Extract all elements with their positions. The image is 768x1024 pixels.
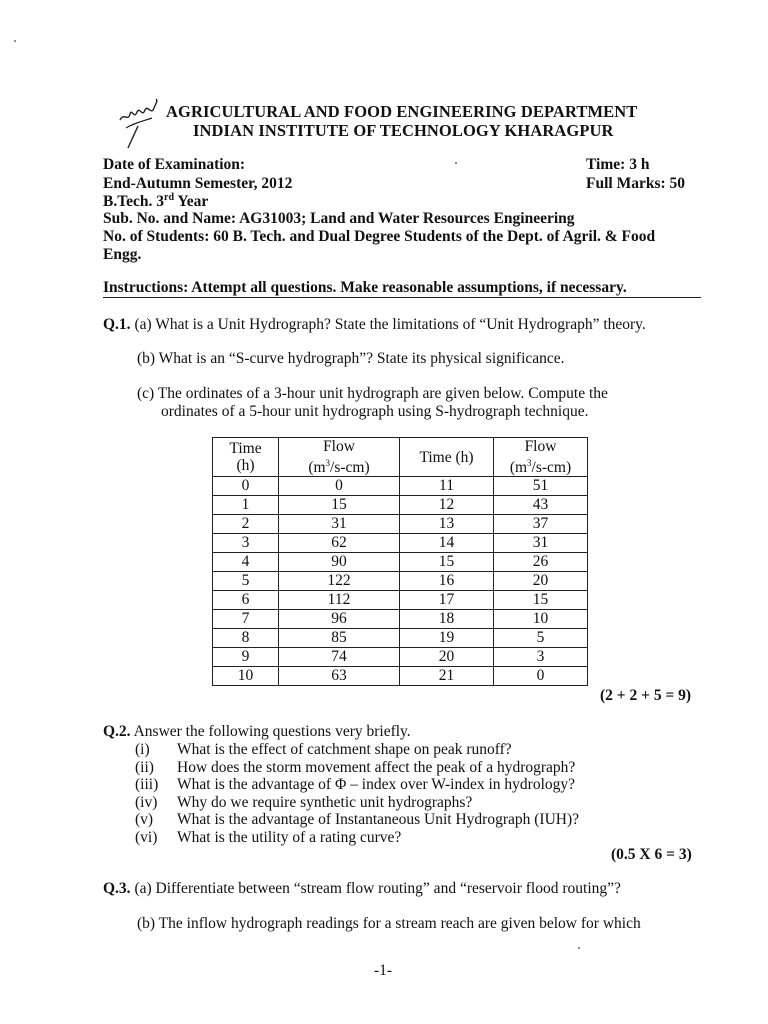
students-line-1: No. of Students: 60 B. Tech. and Dual Degree Students of the Dept. of Agril. & Food <box>103 228 656 245</box>
table-row <box>213 496 588 515</box>
flow-cell: 10 <box>494 610 588 629</box>
q2-item-number: (v) <box>135 811 154 829</box>
time-cell: 18 <box>400 610 494 629</box>
header-flow-2: Flow $(m^3/s-cm)$ <box>494 438 588 477</box>
q2-item-number: (iv) <box>135 793 158 811</box>
header-time-2: Time (h) <box>400 438 494 477</box>
time-cell: 10 <box>213 667 279 686</box>
time-cell: 21 <box>400 667 494 686</box>
q2-label: Q.2. <box>103 723 131 740</box>
time-cell: 12 <box>400 496 494 515</box>
q1-marks: (2 + 2 + 5 = 9) <box>600 687 692 704</box>
time-cell: 6 <box>213 591 279 610</box>
table-row <box>213 515 588 534</box>
flow-cell: 15 <box>494 591 588 610</box>
time-cell: 11 <box>400 477 494 496</box>
q3-a-text: (a) Differentiate between “stream flow routing” and “reservoir flood routing”? <box>134 880 621 897</box>
flow-cell: 31 <box>279 515 400 534</box>
year-superscript: rd <box>164 192 175 203</box>
flow-cell: 15 <box>279 496 400 515</box>
flow-cell: 0 <box>494 667 588 686</box>
signature-mark <box>118 98 164 150</box>
scan-speck <box>578 947 580 949</box>
table-row <box>213 591 588 610</box>
time-cell: 9 <box>213 648 279 667</box>
q2-item-text: What is the utility of a rating curve? <box>177 829 402 846</box>
q2-item-number: (iii) <box>135 776 159 794</box>
institute-title: INDIAN INSTITUTE OF TECHNOLOGY KHARAGPUR <box>193 121 614 140</box>
q2-item-text: What is the advantage of Φ – index over W-index in hydrology? <box>177 776 576 794</box>
department-title: AGRICULTURAL AND FOOD ENGINEERING DEPARTMENT <box>166 102 638 121</box>
flow-cell: 63 <box>279 667 400 686</box>
q2-item-number: (vi) <box>135 829 158 846</box>
flow-cell: 20 <box>494 572 588 591</box>
flow-cell: 112 <box>279 591 400 610</box>
full-marks: Full Marks: 50 <box>586 175 686 192</box>
q2-item-number: (i) <box>135 741 150 758</box>
time-cell: 16 <box>400 572 494 591</box>
q1-part-c-line1: (c) The ordinates of a 3-hour unit hydrograph are given below. Compute the <box>137 385 608 402</box>
table-row <box>213 610 588 629</box>
time-cell: 0 <box>213 477 279 496</box>
time-cell: 2 <box>213 515 279 534</box>
table-row <box>213 477 588 496</box>
flow-cell: 43 <box>494 496 588 515</box>
q1-part-c-line2: ordinates of a 5-hour unit hydrograph using S-hydrograph technique. <box>161 403 589 420</box>
table-row <box>213 572 588 591</box>
year-prefix: B.Tech. 3 <box>103 193 165 211</box>
table-row <box>213 667 588 686</box>
table-header-row <box>213 438 588 477</box>
year-suffix: Year <box>174 193 209 211</box>
table-row <box>213 648 588 667</box>
scan-speck <box>14 40 16 42</box>
exam-date-label: Date of Examination: <box>103 156 246 173</box>
q2-item-text: What is the advantage of Instantaneous Unit Hydrograph (IUH)? <box>177 811 580 829</box>
time-cell: 13 <box>400 515 494 534</box>
q3-part-b: (b) The inflow hydrograph readings for a stream reach are given below for which <box>137 915 641 932</box>
flow-cell: 26 <box>494 553 588 572</box>
q1-a-text: (a) What is a Unit Hydrograph? State the limitations of “Unit Hydrograph” theory. <box>134 316 646 333</box>
q1-part-b: (b) What is an “S-curve hydrograph”? State its physical significance. <box>137 350 565 367</box>
flow-cell: 96 <box>279 610 400 629</box>
flow-cell: 90 <box>279 553 400 572</box>
students-line-2: Engg. <box>103 246 142 263</box>
q2-marks: (0.5 X 6 = 3) <box>611 846 692 863</box>
flow-cell: 122 <box>279 572 400 591</box>
time-cell: 7 <box>213 610 279 629</box>
time-cell: 14 <box>400 534 494 553</box>
flow-cell: 62 <box>279 534 400 553</box>
time-cell: 3 <box>213 534 279 553</box>
flow-cell: 3 <box>494 648 588 667</box>
flow-cell: 74 <box>279 648 400 667</box>
instructions: Instructions: Attempt all questions. Make reasonable assumptions, if necessary. <box>103 279 627 296</box>
time-cell: 1 <box>213 496 279 515</box>
flow-cell: 51 <box>494 477 588 496</box>
time-cell: 5 <box>213 572 279 591</box>
q2-intro-line <box>103 723 411 741</box>
time-cell: 15 <box>400 553 494 572</box>
time-cell: 17 <box>400 591 494 610</box>
time-cell: 20 <box>400 648 494 667</box>
q2-intro: Answer the following questions very briefly. <box>133 723 411 740</box>
page-number: -1- <box>374 962 393 979</box>
q3-label: Q.3. <box>103 880 131 897</box>
hydrograph-table <box>212 437 588 686</box>
exam-time: Time: 3 h <box>586 156 650 173</box>
flow-cell: 0 <box>279 477 400 496</box>
scan-speck <box>455 162 457 164</box>
q3-part-a <box>103 880 621 898</box>
year-line <box>103 192 208 211</box>
q2-item-text: Why do we require synthetic unit hydrographs? <box>177 793 473 811</box>
table-row <box>213 553 588 572</box>
time-cell: 4 <box>213 553 279 572</box>
q2-item-number: (ii) <box>135 758 154 776</box>
semester: End-Autumn Semester, 2012 <box>103 175 293 192</box>
subject-line: Sub. No. and Name: AG31003; Land and Water Resources Engineering <box>103 210 575 227</box>
q2-item-text: How does the storm movement affect the peak of a hydrograph? <box>177 758 576 776</box>
table-row <box>213 629 588 648</box>
header-flow-1: Flow $(m^3/s-cm)$ <box>279 438 400 477</box>
instructions-underline <box>103 297 701 298</box>
header-time-1: Time (h) <box>213 438 279 477</box>
q1-part-a <box>103 316 646 334</box>
flow-cell: 31 <box>494 534 588 553</box>
table-row <box>213 534 588 553</box>
flow-cell: 5 <box>494 629 588 648</box>
q2-item-text: What is the effect of catchment shape on peak runoff? <box>177 741 512 758</box>
time-cell: 8 <box>213 629 279 648</box>
flow-cell: 85 <box>279 629 400 648</box>
flow-cell: 37 <box>494 515 588 534</box>
q1-label: Q.1. <box>103 316 131 333</box>
time-cell: 19 <box>400 629 494 648</box>
